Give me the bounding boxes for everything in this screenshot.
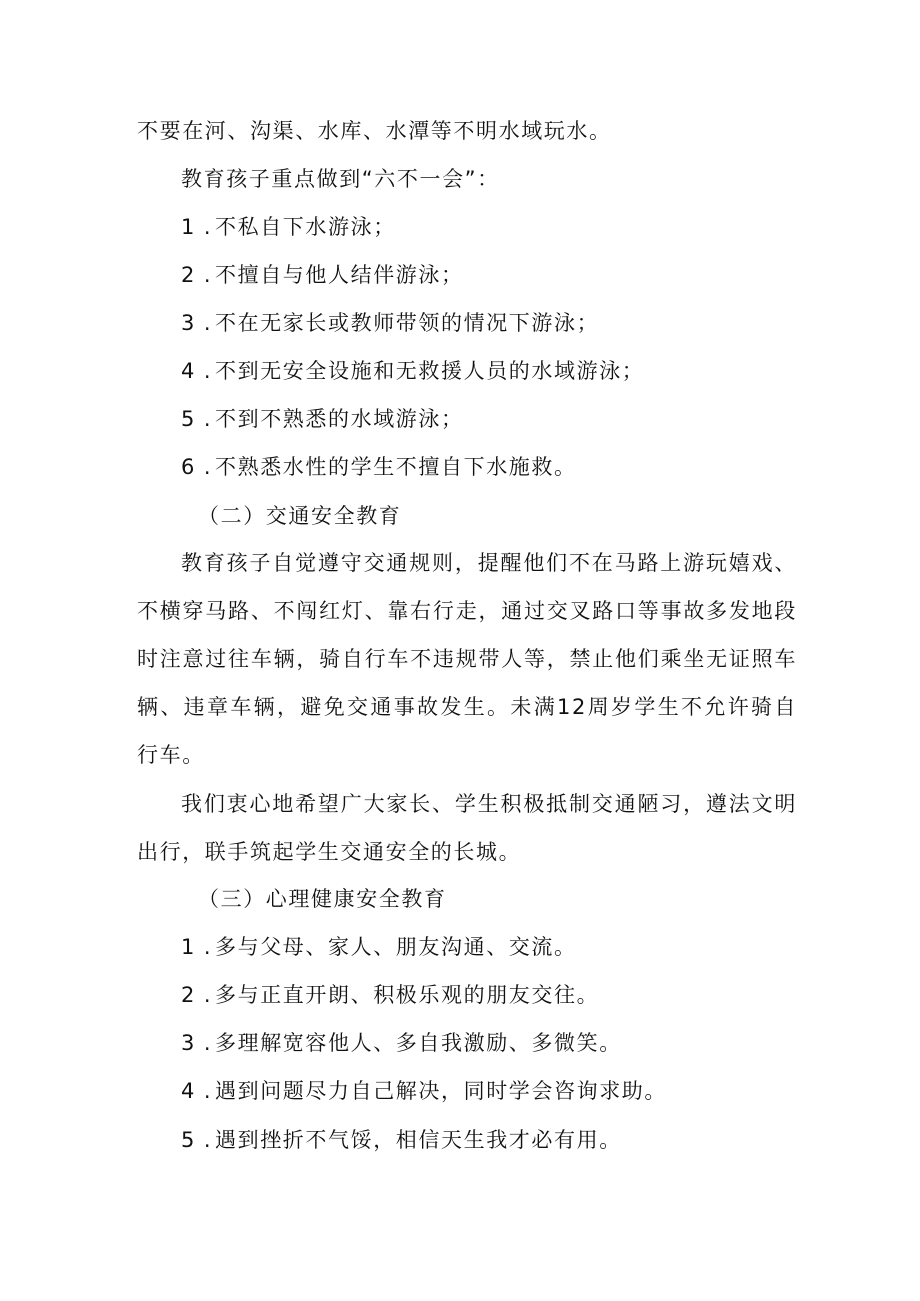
- list-text: 多与正直开朗、积极乐观的朋友交往。: [215, 983, 600, 1007]
- section-heading-mental-health: （三）心理健康安全教育: [198, 887, 447, 911]
- list-item: [181, 212, 396, 242]
- list-item: [181, 932, 577, 962]
- list-dot: .: [203, 1079, 213, 1103]
- list-number: 4: [181, 359, 196, 383]
- list-dot: .: [203, 263, 213, 287]
- list-item: [181, 404, 464, 434]
- list-text: 遇到问题尽力自己解决，同时学会咨询求助。: [215, 1079, 667, 1103]
- list-dot: .: [203, 311, 213, 335]
- list-text: 不到无安全设施和无救援人员的水域游泳；: [215, 359, 645, 383]
- list-number: 2: [181, 983, 196, 1007]
- list-number: 1: [181, 215, 196, 239]
- list-item: [181, 356, 644, 386]
- list-number: 6: [181, 455, 196, 479]
- list-text: 多与父母、家人、朋友沟通、交流。: [215, 935, 577, 959]
- paragraph-water-warning: 不要在河、沟渠、水库、水潭等不明水域玩水。: [137, 119, 612, 143]
- paragraph-traffic-rules: 教育孩子自觉遵守交通规则，提醒他们不在马路上游玩嬉戏、不横穿马路、不闯红灯、靠右行走，通过交叉路口等事故多发地段时注意过往车辆，骑自行车不违规带人等，禁止他们乘坐无证照车辆、违章车辆，避免交通事故发生。未满12周岁学生不允许骑自行车。: [137, 551, 797, 767]
- list-dot: .: [203, 935, 213, 959]
- list-text: 不擅自与他人结伴游泳；: [215, 263, 464, 287]
- list-dot: .: [203, 455, 213, 479]
- list-item: [181, 308, 599, 338]
- list-number: 4: [181, 1079, 196, 1103]
- list-number: 1: [181, 935, 196, 959]
- list-item: [181, 1028, 622, 1058]
- list-text: 不到不熟悉的水域游泳；: [215, 407, 464, 431]
- list-number: 2: [181, 263, 196, 287]
- section-heading-traffic-safety: （二）交通安全教育: [198, 504, 402, 528]
- list-text: 不在无家长或教师带领的情况下游泳；: [215, 311, 600, 335]
- list-number: 5: [181, 1128, 196, 1152]
- list-dot: .: [203, 359, 213, 383]
- list-dot: .: [203, 983, 213, 1007]
- list-dot: .: [203, 1031, 213, 1055]
- list-text: 遇到挫折不气馁，相信天生我才必有用。: [215, 1128, 622, 1152]
- list-text: 不熟悉水性的学生不擅自下水施救。: [215, 455, 577, 479]
- list-text: 不私自下水游泳；: [215, 215, 396, 239]
- list-item: [181, 260, 464, 290]
- list-text: 多理解宽容他人、多自我激励、多微笑。: [215, 1031, 622, 1055]
- list-item: [181, 1125, 622, 1155]
- paragraph-six-rules-intro: 教育孩子重点做到“六不一会”：: [181, 167, 500, 191]
- list-number: 3: [181, 311, 196, 335]
- list-number: 5: [181, 407, 196, 431]
- list-item: [181, 452, 577, 482]
- list-dot: .: [203, 407, 213, 431]
- list-item: [181, 980, 599, 1010]
- list-number: 3: [181, 1031, 196, 1055]
- list-dot: .: [203, 1128, 213, 1152]
- list-item: [181, 1076, 667, 1106]
- paragraph-parents-appeal: 我们衷心地希望广大家长、学生积极抵制交通陋习，遵法文明出行，联手筑起学生交通安全的长城。: [137, 792, 797, 864]
- list-dot: .: [203, 215, 213, 239]
